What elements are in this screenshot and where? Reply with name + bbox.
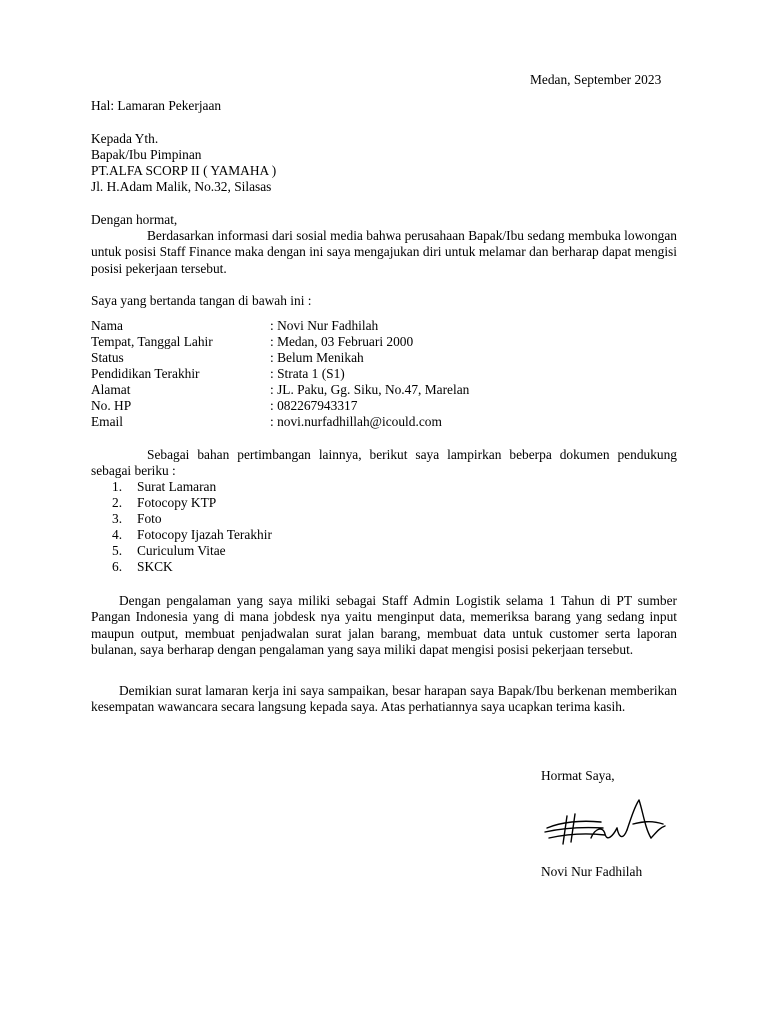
sign-off: Hormat Saya, (541, 768, 615, 783)
list-item-text: Curiculum Vitae (137, 543, 226, 558)
attachments-lead: Sebagai bahan pertimbangan lainnya, berikut saya lampirkan beberpa dokumen pendukung sebagai beriku : (91, 447, 677, 479)
list-item-text: SKCK (137, 559, 173, 574)
experience-paragraph: Dengan pengalaman yang saya miliki sebagai Staff Admin Logistik selama 1 Tahun di PT sumber Pangan Indonesia yang di mana jobdesk nya yaitu menginput data, memeriksa barang yang sedang input maupun output, membuat penjadwalan surat jalan barang, membuat data untuk customer serta laporan bulanan, saya berharap dengan pengalaman yang saya miliki dapat mengisi posisi pekerjaan tersebut. (91, 593, 677, 657)
closing-paragraph: Demikian surat lamaran kerja ini saya sampaikan, besar harapan saya Bapak/Ibu berkenan memberikan kesempatan wawancara secara langsung kepada saya. Atas perhatiannya saya ucapkan terima kasih. (91, 683, 677, 715)
signature-icon (541, 798, 669, 856)
identity-label: Status (91, 350, 124, 365)
list-item-number: 4. (112, 527, 123, 542)
identity-label: Pendidikan Terakhir (91, 366, 200, 381)
identity-label: Tempat, Tanggal Lahir (91, 334, 213, 349)
recipient-company: PT.ALFA SCORP II ( YAMAHA ) (91, 163, 277, 178)
identity-label: Nama (91, 318, 123, 333)
identity-value: : Novi Nur Fadhilah (270, 318, 379, 333)
recipient-address: Jl. H.Adam Malik, No.32, Silasas (91, 179, 272, 194)
identity-value: : 082267943317 (270, 398, 358, 413)
intro-paragraph: Berdasarkan informasi dari sosial media bahwa perusahaan Bapak/Ibu sedang membuka lowongan untuk posisi Staff Finance maka dengan ini saya mengajukan diri untuk melamar dan berharap dapat mengisi posisi pekerjaan tersebut. (91, 228, 677, 276)
identity-lead: Saya yang bertanda tangan di bawah ini : (91, 293, 312, 308)
list-item-number: 3. (112, 511, 123, 526)
place-date: Medan, September 2023 (530, 72, 662, 87)
recipient-line: Bapak/Ibu Pimpinan (91, 147, 202, 162)
identity-value: : JL. Paku, Gg. Siku, No.47, Marelan (270, 382, 470, 397)
signer-name: Novi Nur Fadhilah (541, 864, 643, 879)
list-item-text: Surat Lamaran (137, 479, 217, 494)
identity-value: : Medan, 03 Februari 2000 (270, 334, 414, 349)
identity-label: Email (91, 414, 123, 429)
list-item-text: Foto (137, 511, 162, 526)
list-item-number: 1. (112, 479, 123, 494)
subject-line: Hal: Lamaran Pekerjaan (91, 98, 222, 113)
recipient-line: Kepada Yth. (91, 131, 159, 146)
list-item-number: 6. (112, 559, 123, 574)
greeting: Dengan hormat, (91, 212, 178, 227)
identity-value: : Belum Menikah (270, 350, 364, 365)
identity-label: Alamat (91, 382, 131, 397)
identity-value: : Strata 1 (S1) (270, 366, 345, 381)
list-item-number: 2. (112, 495, 123, 510)
identity-label: No. HP (91, 398, 132, 413)
list-item-number: 5. (112, 543, 123, 558)
identity-value: : novi.nurfadhillah@icould.com (270, 414, 442, 429)
list-item-text: Fotocopy Ijazah Terakhir (137, 527, 272, 542)
list-item-text: Fotocopy KTP (137, 495, 217, 510)
